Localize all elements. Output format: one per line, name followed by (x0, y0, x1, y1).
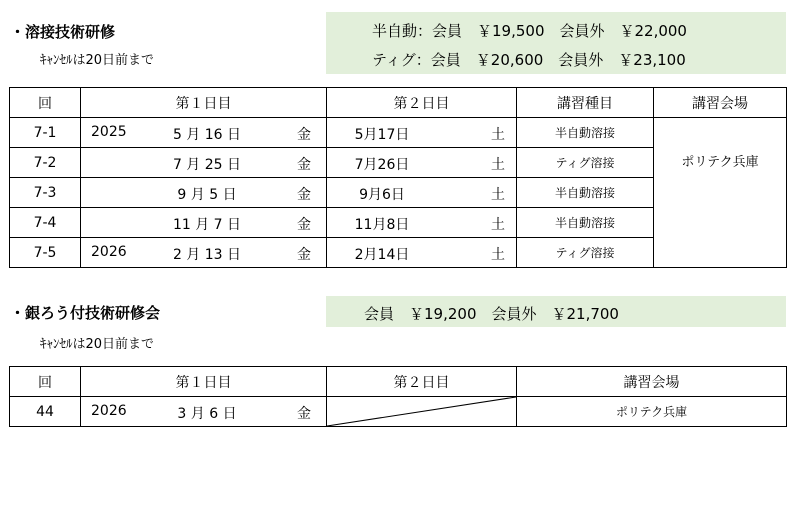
row-day2-date: 2月14日 (354, 247, 410, 263)
venue-cell (654, 118, 787, 268)
row-day1 (81, 238, 327, 268)
section2-price-box (326, 296, 786, 327)
brazing-schedule-table (9, 366, 787, 427)
row-day2-date: 7月26日 (354, 157, 410, 173)
row-day1-weekday: 金 (297, 406, 311, 422)
row-day1-weekday: 金 (297, 187, 311, 203)
row-day2 (327, 148, 517, 178)
section2-cancel-note: ｷｬﾝｾﾙは20日前まで (40, 337, 155, 352)
row-year: 2025 (91, 124, 127, 140)
row-day2-date: 5月17日 (354, 127, 410, 143)
row-day2-weekday: 土 (491, 247, 505, 263)
row-day2 (327, 178, 517, 208)
row-day1-date: 9 月 5 日 (177, 187, 237, 203)
row-day1-date: 3 月 6 日 (177, 406, 237, 422)
row-day1-weekday: 金 (297, 127, 311, 143)
row-day1-date: 11 月 7 日 (172, 217, 242, 233)
header-no: 回 (10, 88, 81, 118)
row-type: 半自動溶接 (517, 208, 654, 238)
header-day2: 第２日目 (327, 88, 517, 118)
row-day1 (81, 118, 327, 148)
row-day1 (81, 178, 327, 208)
row-day1 (81, 148, 327, 178)
row-day2 (327, 118, 517, 148)
row-day2-date: 9月6日 (359, 187, 405, 203)
header-day2: 第２日目 (327, 367, 517, 397)
row-day2-date: 11月8日 (354, 217, 410, 233)
diagonal-slash (327, 397, 516, 426)
row-day1 (81, 397, 327, 427)
section1-price-box (326, 12, 786, 74)
row-type: ティグ溶接 (517, 238, 654, 268)
header-no: 回 (10, 367, 81, 397)
row-no: 7-4 (10, 208, 81, 238)
welding-schedule-table (9, 87, 787, 268)
row-day2 (327, 238, 517, 268)
table-row (10, 118, 787, 148)
row-day2-empty (327, 397, 517, 427)
row-day2-weekday: 土 (491, 217, 505, 233)
section1-cancel-note: ｷｬﾝｾﾙは20日前まで (40, 53, 155, 68)
row-type: ティグ溶接 (517, 148, 654, 178)
row-day1-weekday: 金 (297, 247, 311, 263)
row-year: 2026 (91, 403, 127, 419)
row-year: 2026 (91, 244, 127, 260)
row-day1-date: 5 月 16 日 (172, 127, 242, 143)
row-no: 7-3 (10, 178, 81, 208)
row-day1-weekday: 金 (297, 217, 311, 233)
price-tig: ティグ：会員 ￥20,600 会員外 ￥23,100 (372, 51, 686, 69)
row-day1-date: 7 月 25 日 (172, 157, 242, 173)
row-type: 半自動溶接 (517, 178, 654, 208)
header-day1: 第１日目 (81, 367, 327, 397)
section2-title: ・銀ろう付技術研修会 (10, 304, 161, 322)
header-venue: 講習会場 (654, 88, 787, 118)
section1-title: ・溶接技術研修 (10, 23, 116, 41)
row-day2-weekday: 土 (491, 127, 505, 143)
row-day2-weekday: 土 (491, 187, 505, 203)
row-day1-date: 2 月 13 日 (172, 247, 242, 263)
row-no: 7-2 (10, 148, 81, 178)
header-venue: 講習会場 (517, 367, 787, 397)
table-header-row (10, 367, 787, 397)
table-row (10, 397, 787, 427)
row-no: 44 (10, 397, 81, 427)
venue-label: ポリテク兵庫 (681, 155, 759, 170)
row-day1-weekday: 金 (297, 157, 311, 173)
price-brazing: 会員 ￥19,200 会員外 ￥21,700 (364, 305, 619, 323)
row-type: 半自動溶接 (517, 118, 654, 148)
price-semi-auto: 半自動：会員 ￥19,500 会員外 ￥22,000 (372, 22, 687, 40)
header-day1: 第１日目 (81, 88, 327, 118)
row-day2-weekday: 土 (491, 157, 505, 173)
row-day1 (81, 208, 327, 238)
row-no: 7-1 (10, 118, 81, 148)
row-no: 7-5 (10, 238, 81, 268)
row-venue: ポリテク兵庫 (517, 397, 787, 427)
row-day2 (327, 208, 517, 238)
table-header-row (10, 88, 787, 118)
header-type: 講習種目 (517, 88, 654, 118)
